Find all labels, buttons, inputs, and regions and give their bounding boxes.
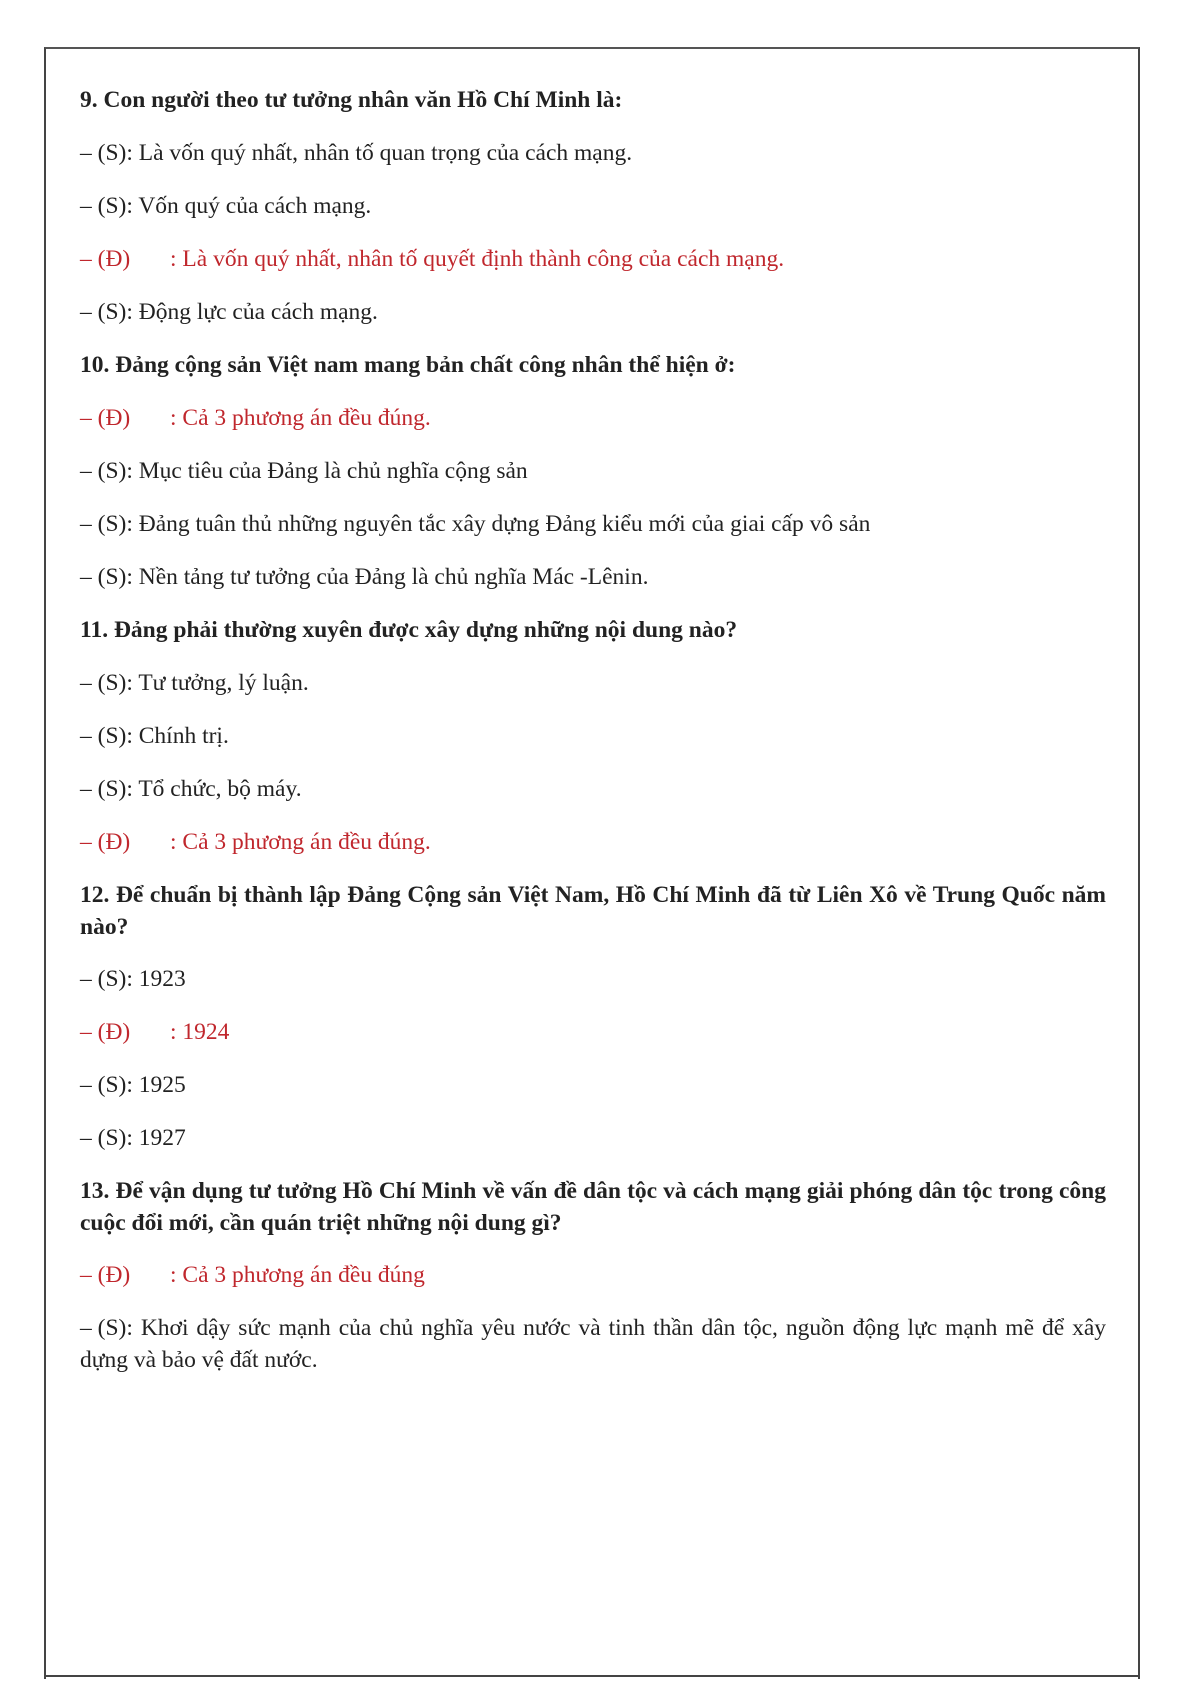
option-marker: – (Đ): [80, 1262, 131, 1288]
answer-option: [80, 508, 870, 540]
option-text: Động lực của cách mạng.: [132, 299, 378, 325]
answer-option: [80, 773, 302, 805]
option-marker: – (S):: [80, 723, 133, 749]
correct-answer-option: [80, 243, 784, 275]
option-text: 1925: [132, 1072, 186, 1098]
question-title: 13. Để vận dụng tư tưởng Hồ Chí Minh về vấn đề dân tộc và cách mạng giải phóng dân tộc trong công cuộc đổi mới, cần quán triệt những nội dung gì?: [80, 1178, 1106, 1236]
option-marker: – (S):: [80, 511, 133, 537]
option-marker: – (S):: [80, 458, 133, 484]
option-text: : Cả 3 phương án đều đúng.: [170, 405, 431, 431]
option-marker: – (Đ): [80, 1019, 131, 1045]
option-text: Nền tảng tư tưởng của Đảng là chủ nghĩa Mác -Lênin.: [132, 564, 649, 590]
option-text: Mục tiêu của Đảng là chủ nghĩa cộng sản: [132, 458, 528, 484]
option-text: 1927: [132, 1125, 186, 1151]
option-marker: – (S):: [80, 1125, 133, 1151]
option-text: Chính trị.: [132, 723, 229, 749]
option-text: : Cả 3 phương án đều đúng.: [170, 829, 431, 855]
option-text: : Cả 3 phương án đều đúng: [170, 1262, 425, 1288]
option-text: Vốn quý của cách mạng.: [132, 193, 372, 219]
option-marker: – (Đ): [80, 246, 131, 272]
question-title: 11. Đảng phải thường xuyên được xây dựng những nội dung nào?: [80, 617, 738, 643]
question-title: 9. Con người theo tư tưởng nhân văn Hồ Chí Minh là:: [80, 87, 623, 113]
answer-option: [80, 963, 186, 995]
answer-option: [80, 190, 371, 222]
answer-option: [80, 720, 229, 752]
option-marker: – (S):: [80, 564, 133, 590]
answer-option: [80, 296, 378, 328]
page-frame: [44, 47, 1140, 1679]
answer-option: [80, 1122, 186, 1154]
option-text: Tư tưởng, lý luận.: [132, 670, 309, 696]
correct-answer-option: [80, 1259, 425, 1291]
option-marker: – (S):: [80, 140, 133, 166]
correct-answer-option: [80, 402, 431, 434]
answer-option: [80, 667, 309, 699]
option-text: : 1924: [170, 1019, 230, 1045]
correct-answer-option: [80, 1016, 229, 1048]
question-title: 10. Đảng cộng sản Việt nam mang bản chất công nhân thể hiện ở:: [80, 352, 736, 378]
option-marker: – (Đ): [80, 405, 131, 431]
option-text: Đảng tuân thủ những nguyên tắc xây dựng Đảng kiểu mới của giai cấp vô sản: [132, 511, 871, 537]
option-marker: – (S):: [80, 776, 133, 802]
option-text: 1923: [132, 966, 186, 992]
answer-option: [80, 1312, 1106, 1376]
option-text: Khơi dậy sức mạnh của chủ nghĩa yêu nước và tinh thần dân tộc, nguồn động lực mạnh mẽ để xây dựng và bảo vệ đất nước.: [80, 1315, 1106, 1373]
option-text: Là vốn quý nhất, nhân tố quan trọng của cách mạng.: [132, 140, 633, 166]
option-marker: – (Đ): [80, 829, 131, 855]
option-marker: – (S):: [80, 193, 133, 219]
option-text: : Là vốn quý nhất, nhân tố quyết định thành công của cách mạng.: [170, 246, 785, 272]
answer-option: [80, 137, 632, 169]
option-marker: – (S):: [80, 966, 133, 992]
answer-option: [80, 1069, 186, 1101]
option-marker: – (S):: [80, 670, 133, 696]
bottom-rule: [44, 1675, 1140, 1677]
option-marker: – (S):: [80, 299, 133, 325]
question-title: 12. Để chuẩn bị thành lập Đảng Cộng sản Việt Nam, Hồ Chí Minh đã từ Liên Xô về Trung Quốc năm nào?: [80, 882, 1106, 940]
option-marker: – (S):: [80, 1315, 133, 1341]
option-text: Tổ chức, bộ máy.: [132, 776, 302, 802]
correct-answer-option: [80, 826, 431, 858]
option-marker: – (S):: [80, 1072, 133, 1098]
answer-option: [80, 561, 648, 593]
answer-option: [80, 455, 528, 487]
